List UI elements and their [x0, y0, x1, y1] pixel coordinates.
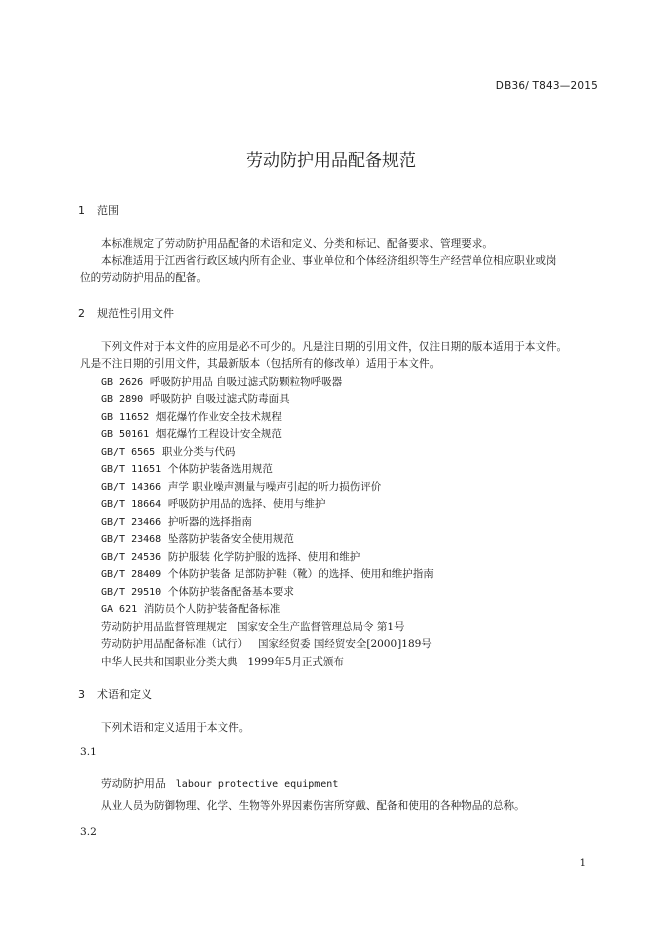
- term-definition: 从业人员为防御物理、化学、生物等外界因素伤害所穿戴、配备和使用的各种物品的总称。: [101, 800, 525, 812]
- paragraph: 下列文件对于本文件的应用是必不可少的。凡是注日期的引用文件，仅注日期的版本适用于本文件。: [101, 341, 568, 353]
- reference-title: 职业分类与代码: [161, 446, 236, 458]
- reference-title: 呼吸防护 自吸过滤式防毒面具: [149, 393, 290, 405]
- term-chinese: 劳动防护用品: [101, 777, 166, 790]
- reference-item: [101, 566, 434, 581]
- reference-code: 劳动防护用品配备标准（试行）: [101, 638, 248, 650]
- section-title: 范围: [97, 204, 119, 217]
- paragraph: 凡是不注日期的引用文件，其最新版本（包括所有的修改单）适用于本文件。: [80, 358, 441, 370]
- reference-code: GB/T 29510: [101, 587, 162, 598]
- reference-title: 个体防护装备 足部防护鞋（靴）的选择、使用和维护指南: [167, 568, 434, 580]
- reference-item: [101, 391, 290, 406]
- reference-title: 国家经贸委 国经贸安全[2000]189号: [258, 638, 432, 650]
- page-number: 1: [579, 858, 586, 869]
- section-number: 2: [78, 307, 85, 320]
- reference-code: GB 50161: [101, 429, 150, 440]
- reference-code: GB/T 18664: [101, 499, 162, 510]
- reference-title: 个体防护装备选用规范: [167, 463, 273, 475]
- term-number: 3.1: [80, 746, 97, 758]
- reference-code: GB/T 6565: [101, 447, 156, 458]
- reference-title: 烟花爆竹作业安全技术规程: [155, 411, 282, 423]
- reference-title: 烟花爆竹工程设计安全规范: [155, 428, 282, 440]
- section-1-heading: [78, 202, 119, 218]
- paragraph: 本标准适用于江西省行政区域内所有企业、事业单位和个体经济组织等生产经营单位相应职业或岗: [101, 255, 557, 267]
- reference-code: GB/T 23468: [101, 534, 162, 545]
- reference-item: [101, 409, 282, 424]
- reference-code: 劳动防护用品监督管理规定: [101, 621, 227, 633]
- reference-code: GB/T 24536: [101, 552, 162, 563]
- reference-item: [101, 654, 344, 669]
- reference-code: GB 2626: [101, 377, 144, 388]
- reference-item: [101, 374, 342, 389]
- reference-item: [101, 461, 273, 476]
- section-2-heading: [78, 305, 174, 321]
- reference-item: [101, 549, 360, 564]
- paragraph: 本标准规定了劳动防护用品配备的术语和定义、分类和标记、配备要求、管理要求。: [101, 238, 493, 250]
- page-title: 劳动防护用品配备规范: [246, 151, 416, 171]
- reference-item: [101, 444, 235, 459]
- section-title: 规范性引用文件: [97, 307, 174, 320]
- paragraph: 下列术语和定义适用于本文件。: [101, 722, 250, 734]
- reference-title: 坠落防护装备安全使用规范: [167, 533, 294, 545]
- term-heading: [101, 772, 338, 791]
- reference-title: 消防员个人防护装备配备标准: [143, 603, 281, 615]
- term-number: 3.2: [80, 826, 97, 838]
- reference-item: [101, 636, 432, 651]
- reference-code: 中华人民共和国职业分类大典: [101, 656, 238, 668]
- reference-code: GB 11652: [101, 412, 150, 423]
- reference-title: 呼吸防护用品的选择、使用与维护: [167, 498, 326, 510]
- reference-item: [101, 531, 294, 546]
- paragraph: 位的劳动防护用品的配备。: [80, 272, 208, 284]
- section-number: 1: [78, 204, 85, 217]
- reference-item: [101, 426, 282, 441]
- section-number: 3: [78, 688, 85, 701]
- reference-code: GB/T 11651: [101, 464, 162, 475]
- reference-title: 声学 职业噪声测量与噪声引起的听力损伤评价: [167, 481, 382, 493]
- reference-title: 护听器的选择指南: [167, 516, 252, 528]
- reference-title: 国家安全生产监督管理总局令 第1号: [237, 621, 405, 633]
- section-3-heading: [78, 686, 152, 702]
- reference-item: [101, 601, 280, 616]
- reference-title: 个体防护装备配备基本要求: [167, 586, 294, 598]
- reference-item: [101, 619, 405, 634]
- document-number: DB36/ T843—2015: [495, 80, 598, 92]
- reference-code: GB/T 28409: [101, 569, 162, 580]
- reference-title: 防护服装 化学防护服的选择、使用和维护: [167, 551, 361, 563]
- reference-item: [101, 584, 294, 599]
- reference-code: GB 2890: [101, 394, 144, 405]
- reference-item: [101, 479, 381, 494]
- reference-title: 1999年5月正式颁布: [247, 656, 344, 668]
- reference-item: [101, 496, 325, 511]
- reference-title: 呼吸防护用品 自吸过滤式防颗粒物呼吸器: [149, 376, 343, 388]
- reference-code: GB/T 23466: [101, 517, 162, 528]
- reference-code: GA 621: [101, 604, 138, 615]
- term-english: labour protective equipment: [175, 779, 339, 790]
- reference-item: [101, 514, 252, 529]
- section-title: 术语和定义: [97, 688, 152, 701]
- reference-code: GB/T 14366: [101, 482, 162, 493]
